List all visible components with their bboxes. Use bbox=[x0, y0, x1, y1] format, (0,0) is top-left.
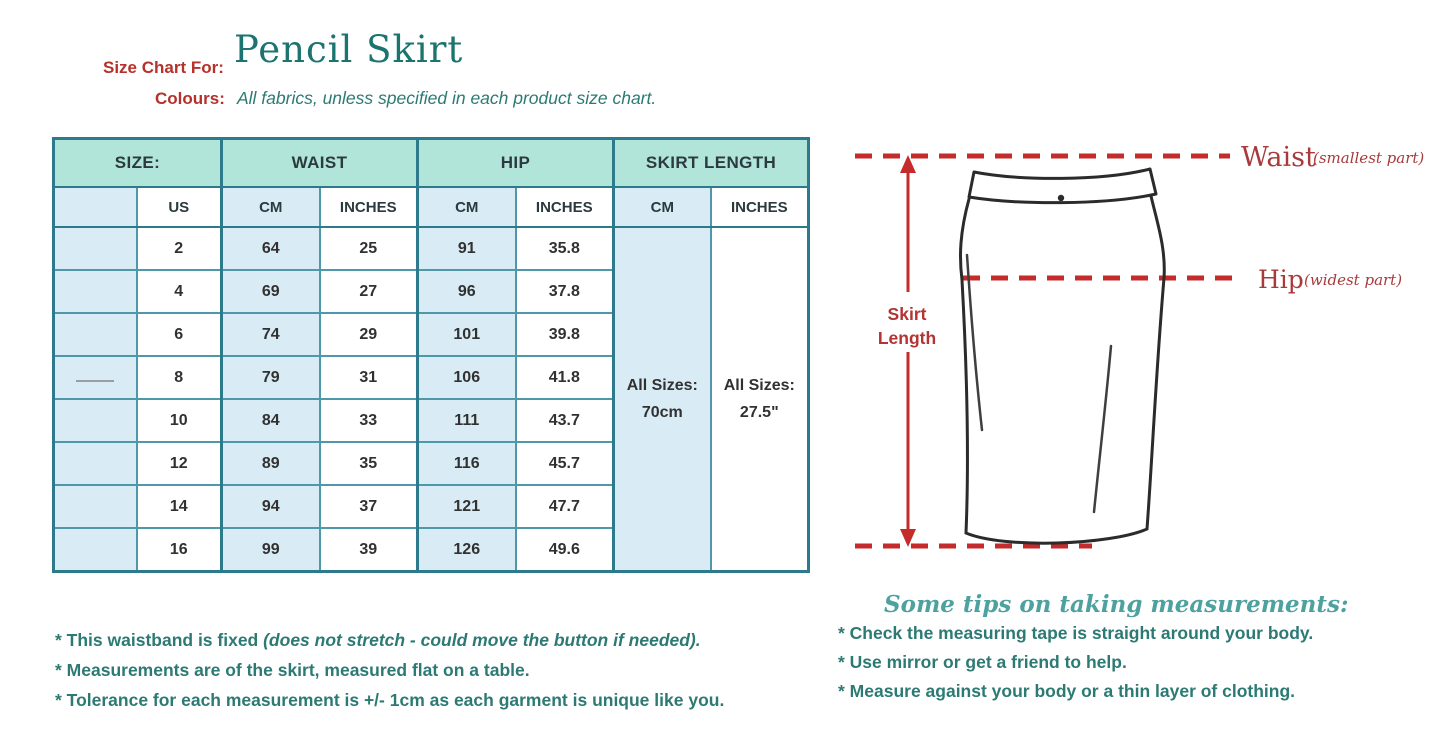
tip-item: * Use mirror or get a friend to help. bbox=[838, 652, 1127, 672]
waist-inches-value: 39 bbox=[320, 528, 418, 572]
hip-label: Hip bbox=[1258, 265, 1304, 294]
sub-header-skirt-cm: CM bbox=[614, 187, 711, 227]
row-marker-cell bbox=[54, 528, 137, 572]
sub-header-blank bbox=[54, 187, 137, 227]
tips-title: Some tips on taking measurements: bbox=[884, 591, 1349, 618]
footnote-waistband-italic: (does not stretch - could move the button if needed). bbox=[263, 630, 701, 650]
size-table-body bbox=[54, 227, 809, 572]
us-size-value: 14 bbox=[137, 485, 222, 528]
sub-header-waist-cm: CM bbox=[222, 187, 320, 227]
waist-inches-value: 37 bbox=[320, 485, 418, 528]
row-marker-cell bbox=[54, 227, 137, 270]
hip-inches-value: 45.7 bbox=[516, 442, 614, 485]
skirt-body-outline bbox=[960, 196, 1164, 543]
sub-header-hip-inches: INCHES bbox=[516, 187, 614, 227]
waist-inches-value: 25 bbox=[320, 227, 418, 270]
sub-header-skirt-inches: INCHES bbox=[711, 187, 809, 227]
us-size-value: 10 bbox=[137, 399, 222, 442]
hip-inches-value: 47.7 bbox=[516, 485, 614, 528]
hip-inches-value: 35.8 bbox=[516, 227, 614, 270]
us-size-value: 16 bbox=[137, 528, 222, 572]
waist-note: (smallest part) bbox=[1313, 149, 1425, 167]
skirt-crease-left bbox=[967, 255, 982, 430]
waist-cm-value: 74 bbox=[222, 313, 320, 356]
skirt-length-cm-line2: 70cm bbox=[641, 404, 683, 421]
sub-header-waist-inches: INCHES bbox=[320, 187, 418, 227]
waist-cm-value: 79 bbox=[222, 356, 320, 399]
hip-cm-value: 116 bbox=[418, 442, 516, 485]
skirt-length-inches-cell bbox=[711, 227, 809, 572]
footnote-tolerance: * Tolerance for each measurement is +/- 1cm as each garment is unique like you. bbox=[55, 690, 725, 710]
size-chart-for-label: Size Chart For: bbox=[103, 58, 224, 77]
group-header-skirt-length: SKIRT LENGTH bbox=[614, 139, 809, 188]
hip-cm-value: 106 bbox=[418, 356, 516, 399]
hip-cm-value: 121 bbox=[418, 485, 516, 528]
skirt-length-cm-cell bbox=[614, 227, 711, 572]
waist-cm-value: 89 bbox=[222, 442, 320, 485]
row-marker-cell bbox=[54, 270, 137, 313]
table-row bbox=[54, 227, 809, 270]
skirt-length-inches-line2: 27.5" bbox=[739, 404, 779, 421]
group-header-hip: HIP bbox=[418, 139, 614, 188]
group-header-waist: WAIST bbox=[222, 139, 418, 188]
us-size-value: 6 bbox=[137, 313, 222, 356]
waist-cm-value: 64 bbox=[222, 227, 320, 270]
tips-list bbox=[838, 623, 1313, 710]
hip-inches-value: 41.8 bbox=[516, 356, 614, 399]
sub-header-us: US bbox=[137, 187, 222, 227]
hip-note: (widest part) bbox=[1304, 271, 1403, 289]
waist-cm-value: 94 bbox=[222, 485, 320, 528]
hip-cm-value: 101 bbox=[418, 313, 516, 356]
waist-inches-value: 29 bbox=[320, 313, 418, 356]
skirt-length-inches-line1: All Sizes: bbox=[723, 376, 795, 394]
waistband-button bbox=[1058, 195, 1064, 201]
skirt-crease-right bbox=[1094, 346, 1111, 512]
row-marker-cell bbox=[54, 442, 137, 485]
tip-item: * Measure against your body or a thin layer of clothing. bbox=[838, 681, 1296, 701]
hip-inches-value: 49.6 bbox=[516, 528, 614, 572]
row-marker-cell bbox=[54, 399, 137, 442]
waist-cm-value: 99 bbox=[222, 528, 320, 572]
us-size-value: 8 bbox=[137, 356, 222, 399]
skirt-length-cm-line1: All Sizes: bbox=[626, 376, 698, 394]
table-group-header-row bbox=[54, 139, 809, 188]
colours-label: Colours: bbox=[155, 89, 225, 108]
row-marker-cell bbox=[54, 485, 137, 528]
us-size-value: 4 bbox=[137, 270, 222, 313]
page-title: Pencil Skirt bbox=[234, 28, 464, 71]
hip-cm-value: 126 bbox=[418, 528, 516, 572]
waist-inches-value: 31 bbox=[320, 356, 418, 399]
hip-inches-value: 39.8 bbox=[516, 313, 614, 356]
skirt-length-label-line1: Skirt bbox=[887, 304, 927, 324]
colours-value: All fabrics, unless specified in each product size chart. bbox=[237, 88, 657, 108]
waist-label: Waist bbox=[1241, 142, 1316, 173]
footnote-waistband bbox=[55, 630, 724, 651]
hip-cm-value: 96 bbox=[418, 270, 516, 313]
footnotes bbox=[55, 630, 724, 720]
table-sub-header-row bbox=[54, 187, 809, 227]
hip-cm-value: 111 bbox=[418, 399, 516, 442]
row-marker-cell bbox=[54, 313, 137, 356]
waist-inches-value: 27 bbox=[320, 270, 418, 313]
waist-inches-value: 33 bbox=[320, 399, 418, 442]
footnote-measurements: * Measurements are of the skirt, measured flat on a table. bbox=[55, 660, 530, 680]
skirt-diagram bbox=[830, 130, 1430, 575]
row-marker-cell bbox=[54, 356, 137, 399]
group-header-size: SIZE: bbox=[54, 139, 222, 188]
waist-inches-value: 35 bbox=[320, 442, 418, 485]
size-table bbox=[52, 137, 810, 573]
waist-cm-value: 84 bbox=[222, 399, 320, 442]
tip-item: * Check the measuring tape is straight around your body. bbox=[838, 623, 1314, 643]
waist-cm-value: 69 bbox=[222, 270, 320, 313]
hip-inches-value: 43.7 bbox=[516, 399, 614, 442]
us-size-value: 12 bbox=[137, 442, 222, 485]
skirt-length-label-line2: Length bbox=[877, 328, 937, 348]
footnote-waistband-text: * This waistband is fixed bbox=[55, 630, 264, 650]
hip-inches-value: 37.8 bbox=[516, 270, 614, 313]
sub-header-hip-cm: CM bbox=[418, 187, 516, 227]
us-size-value: 2 bbox=[137, 227, 222, 270]
hip-cm-value: 91 bbox=[418, 227, 516, 270]
faint-dash-mark bbox=[76, 380, 114, 382]
